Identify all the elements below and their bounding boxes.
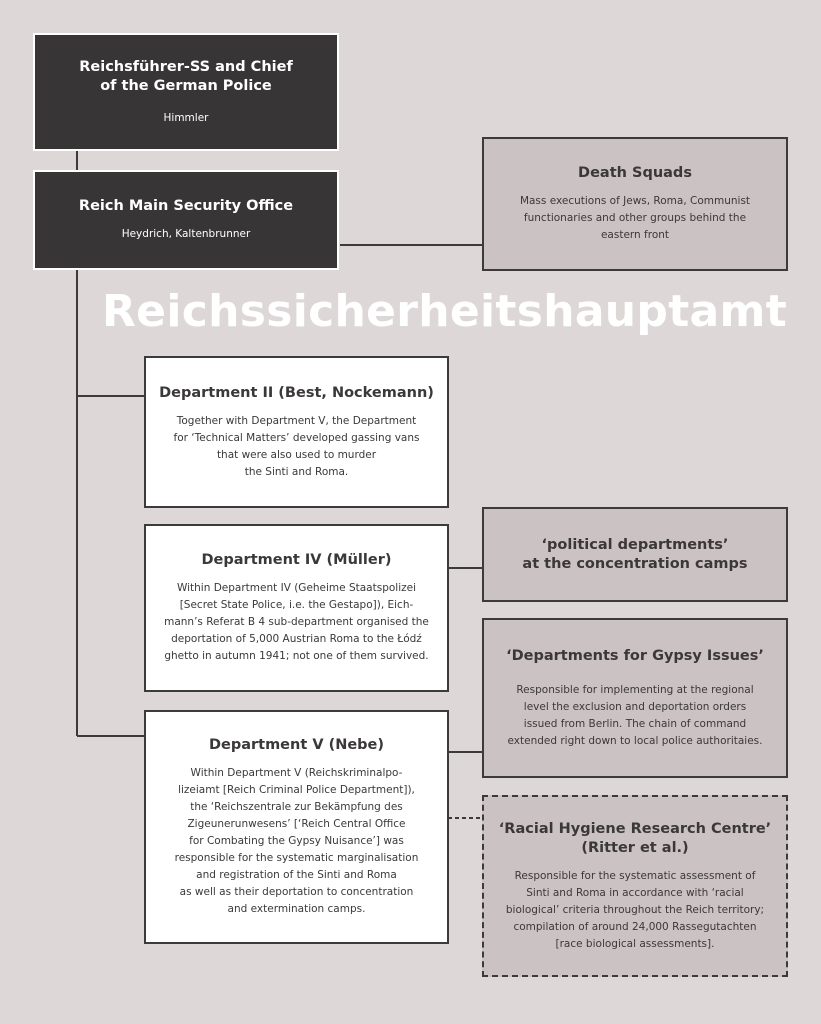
box-department-5-text: Within Department V (Reichskriminalpo- lizeiamt [Reich Criminal Police Department]), the ‘Reichszentrale zur Bekämpfung des Zigeunerunwesens’ [‘Reich Central Office for Combating the Gypsy Nuisance’] was responsible for the systematic marginalisation and registration of the Sinti and Roma as well as their deportation to concentration and extermination camps. <box>174 767 419 915</box>
box-racial-hygiene <box>482 795 788 977</box>
box-reichsfuhrer-title: Reichsführer-SS and Chief of the German Police <box>79 58 293 94</box>
box-rsha-title: Reich Main Security Office <box>78 198 294 214</box>
box-death-squads-title: Death Squads <box>578 165 692 181</box>
box-department-2 <box>144 356 449 508</box>
box-department-2-text: Together with Department V, the Department for ‘Technical Matters’ developed gassing vans that were also used to murder the Sinti and Roma. <box>173 414 420 478</box>
box-department-4-title: Department IV (Müller) <box>201 552 392 568</box>
box-political-departments-title: ‘political departments’ at the concentration camps <box>522 536 748 572</box>
box-rsha-subtitle: Heydrich, Kaltenbrunner <box>121 228 251 240</box>
box-gypsy-issues <box>482 618 788 778</box>
box-rsha <box>33 170 339 270</box>
box-racial-hygiene-title: ‘Racial Hygiene Research Centre’ (Ritter et al.) <box>498 820 772 856</box>
box-racial-hygiene-text: Responsible for the systematic assessment of Sinti and Roma in accordance with ‘racial biological’ criteria throughout the Reich territory; compilation of around 24,000 Rassegutachten [race biological assessments]. <box>505 869 765 950</box>
box-department-4-text: Within Department IV (Geheime Staatspolizei [Secret State Police, i.e. the Gestapo]), Eich- mann’s Referat B 4 sub-department organised the deportation of 5,000 Austrian Roma to the Łódź ghetto in autumn 1941; not one of them survived. <box>164 582 429 662</box>
box-reichsfuhrer <box>33 33 339 151</box>
box-death-squads <box>482 137 788 271</box>
box-gypsy-issues-title: ‘Departments for Gypsy Issues’ <box>506 647 764 664</box>
box-death-squads-text: Mass executions of Jews, Roma, Communist functionaries and other groups behind the eastern front <box>519 195 751 241</box>
box-department-2-title: Department II (Best, Nockemann) <box>159 384 434 401</box>
box-department-5 <box>144 710 449 944</box>
box-department-4 <box>144 524 449 692</box>
box-gypsy-issues-text: Responsible for implementing at the regional level the exclusion and deportation orders issued from Berlin. The chain of command extended right down to local police authoritaies. <box>507 683 763 747</box>
box-political-departments <box>482 507 788 602</box>
box-reichsfuhrer-subtitle: Himmler <box>163 111 209 124</box>
box-department-5-title: Department V (Nebe) <box>208 737 385 753</box>
page-title: Reichssicherheitshauptamt <box>102 286 788 337</box>
